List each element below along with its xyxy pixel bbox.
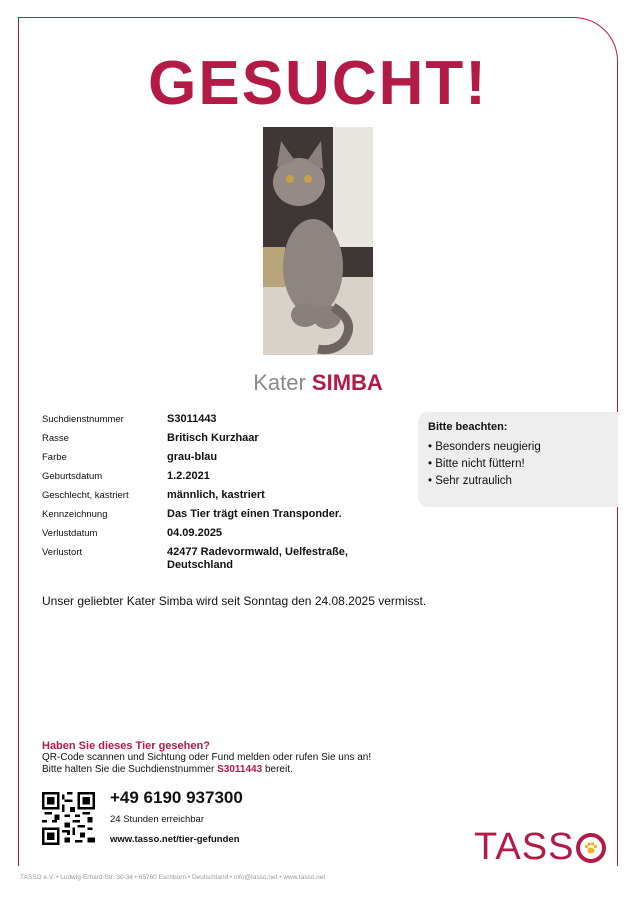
paw-icon [576, 833, 606, 863]
detail-row [42, 432, 412, 445]
detail-label: Verlustort [42, 547, 83, 558]
detail-value: männlich, kastriert [167, 489, 265, 501]
detail-label: Suchdienstnummer [42, 414, 124, 425]
detail-row [42, 413, 412, 426]
detail-row [42, 451, 412, 464]
contact-instructions: QR-Code scannen und Sichtung oder Fund melden oder rufen Sie uns an! [42, 752, 372, 763]
detail-label: Farbe [42, 452, 67, 463]
detail-value: grau-blau [167, 451, 218, 463]
footer-address: TASSO e.V. • Ludwig-Erhard-Str. 30-34 • 65760 Eschborn • Deutschland • info@tasso.net • www.tasso.net [20, 874, 326, 881]
detail-row [42, 508, 412, 521]
animal-name-highlight: SIMBA [311, 370, 383, 395]
cat-photo [263, 127, 373, 355]
detail-value: Das Tier trägt einen Transponder. [167, 508, 342, 520]
contact-question: Haben Sie dieses Tier gesehen? [42, 740, 210, 752]
detail-label: Kennzeichnung [42, 509, 108, 520]
animal-name [0, 370, 636, 396]
detail-label: Geburtsdatum [42, 471, 103, 482]
note-title: Bitte beachten: [428, 421, 508, 433]
phone-number[interactable]: +49 6190 937300 [110, 788, 243, 807]
detail-value: S3011443 [167, 413, 217, 425]
detail-row [42, 470, 412, 483]
reference-number: S3011443 [217, 764, 263, 775]
detail-value: 42477 Radevormwald, Uelfestraße, Deutschland [167, 546, 348, 571]
detail-label: Rasse [42, 433, 69, 444]
note-item: • Sehr zutraulich [428, 475, 512, 487]
reference-suffix: bereit. [264, 764, 293, 775]
page-title: GESUCHT! [148, 49, 488, 118]
detail-label: Verlustdatum [42, 528, 98, 539]
description: Unser geliebter Kater Simba wird seit Sonntag den 24.08.2025 vermisst. [42, 594, 427, 608]
logo-text: TASS [474, 826, 575, 868]
detail-row [42, 546, 412, 572]
qr-code[interactable] [42, 792, 95, 845]
tasso-logo [474, 826, 606, 869]
detail-row [42, 489, 412, 502]
contact-section [42, 740, 562, 776]
note-box [418, 412, 618, 507]
availability-hours: 24 Stunden erreichbar [110, 814, 205, 825]
detail-value: 04.09.2025 [167, 527, 223, 539]
contact-reference [42, 764, 562, 776]
note-item: • Besonders neugierig [428, 441, 541, 453]
note-item: • Bitte nicht füttern! [428, 458, 525, 470]
website-link[interactable]: www.tasso.net/tier-gefunden [110, 834, 240, 845]
details-table [42, 413, 412, 578]
reference-prefix: Bitte halten Sie die Suchdienstnummer [42, 764, 215, 775]
detail-value: 1.2.2021 [167, 470, 210, 482]
animal-species: Kater [253, 370, 306, 395]
detail-value: Britisch Kurzhaar [167, 432, 259, 444]
detail-row [42, 527, 412, 540]
detail-label: Geschlecht, kastriert [42, 490, 129, 501]
